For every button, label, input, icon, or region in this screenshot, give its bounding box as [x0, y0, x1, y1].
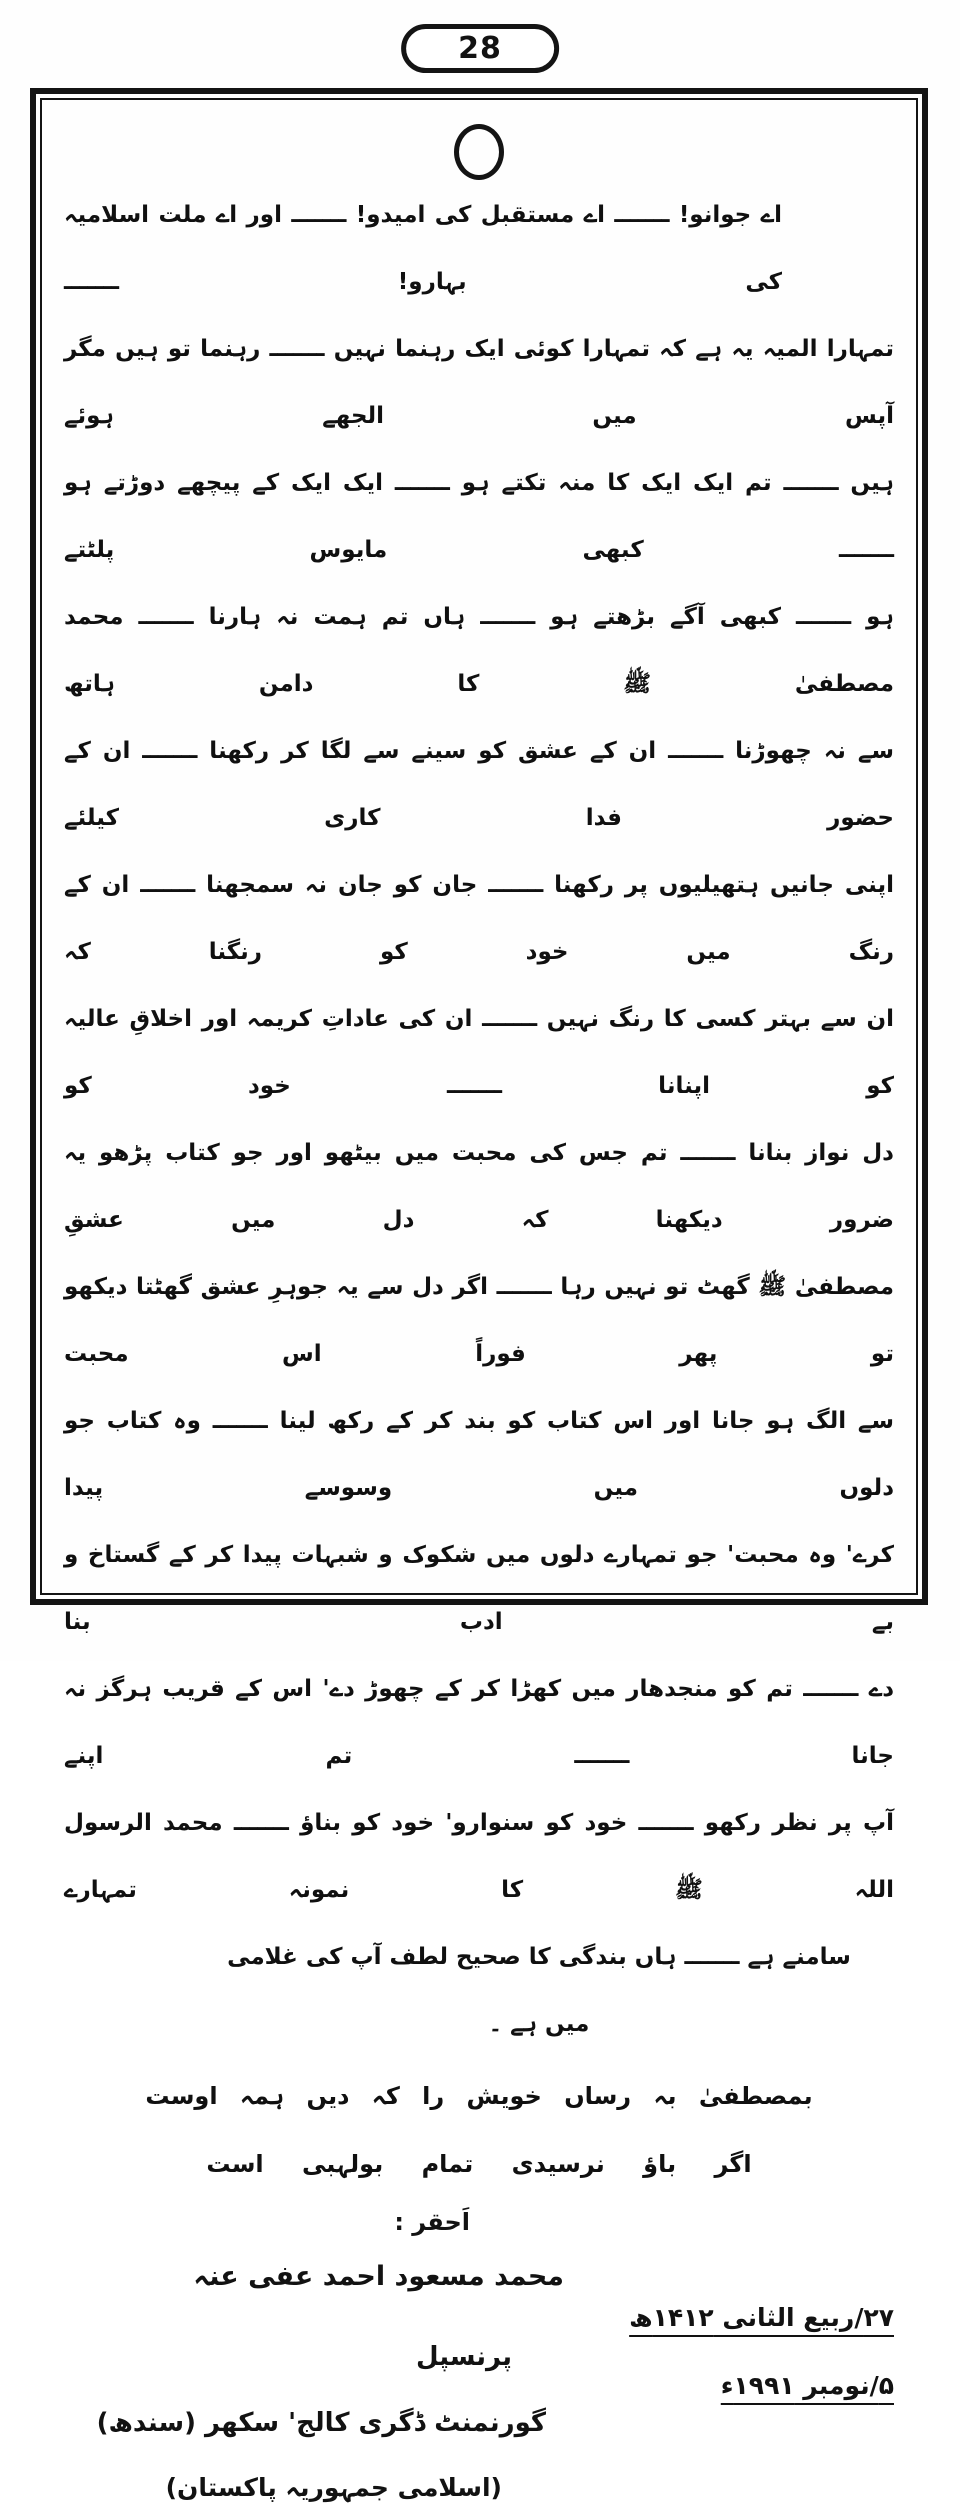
couplet-line: اگر باؤ نرسیدی تمام بولہبی است: [206, 2150, 752, 2178]
author-title: پرنسپل: [416, 2342, 512, 2372]
page-frame-inner: [40, 98, 918, 2502]
prose-line: اے جوانو! ـــــــ اے مستقبل کی امیدو! ـــــــ اور اے ملت اسلامیہ کی بہارو! ـــــــ: [64, 202, 782, 295]
page-number-badge: [401, 24, 559, 73]
author-country: (اسلامی جمہوریہ پاکستان): [165, 2473, 502, 2502]
hijri-date: ۲۷/ربیع الثانی ۱۴۱۲ھ: [629, 2303, 894, 2332]
couplet-line: بمصطفیٰ بہ رساں خویش را کہ دیں ہمہ اوست: [145, 2082, 813, 2110]
page-number: 28: [458, 31, 502, 66]
signoff-label: اَحقر :: [394, 2208, 470, 2236]
prose-line: دے ـــــــ تم کو منجدھار میں کھڑا کر کے چھوڑ دے' اس کے قریب ہرگز نہ جانا ـــــــ تم اپنے: [64, 1676, 894, 1769]
prose-line: دل نواز بنانا ـــــــ تم جس کی محبت میں بیٹھو اور جو کتاب پڑھو یہ ضرور دیکھنا کہ دل میں عشقِ: [64, 1140, 894, 1233]
gregorian-date: ۵/نومبر ۱۹۹۱ء: [720, 2371, 894, 2400]
dates-column: [594, 2244, 894, 2432]
prose-line: ہو ـــــــ کبھی آگے بڑھتے ہو ـــــــ ہاں تم ہمت نہ ہارنا ـــــــ محمد مصطفیٰ ﷺ کا دامن ہاتھ: [64, 604, 894, 697]
author-name: محمد مسعود احمد عفی عنہ: [193, 2261, 564, 2292]
prose-line: سے الگ ہو جانا اور اس کتاب کو بند کر کے رکھ لینا ـــــــ وہ کتاب جو دلوں میں وسوسے پیدا: [64, 1408, 894, 1501]
signature-and-dates: [64, 2244, 894, 2514]
page-frame-outer: [30, 88, 928, 2502]
circle-ornament: [454, 124, 504, 180]
prose-line: ان سے بہتر کسی کا رنگ نہیں ـــــــ ان کی عاداتِ کریمہ اور اخلاقِ عالیہ کو اپنانا ـــــــ خود کو: [64, 1006, 894, 1099]
prose-paragraph: [64, 182, 894, 2058]
page-content: [42, 100, 916, 2502]
persian-couplet: [64, 2062, 894, 2198]
prose-line: سامنے ہے ـــــــ ہاں بندگی کا صحیح لطف آپ کی غلامی میں ہے ۔: [227, 1944, 851, 2037]
prose-line: کرے' وہ محبت' جو تمہارے دلوں میں شکوک و شبہات پیدا کر کے گستاخ و بے ادب بنا: [64, 1542, 894, 1635]
prose-line: آپ پر نظر رکھو ـــــــ خود کو سنوارو' خود کو بناؤ ـــــــ محمد الرسول اللہ ﷺ کا نمونہ تمہارے: [64, 1810, 894, 1903]
prose-line: تمہارا المیہ یہ ہے کہ تمہارا کوئی ایک رہنما نہیں ـــــــ رہنما تو ہیں مگر آپس میں الجھے ہوئے: [64, 336, 894, 429]
prose-line: ہیں ـــــــ تم ایک ایک کا منہ تکتے ہو ـــــــ ایک ایک کے پیچھے دوڑتے ہو ـــــــ کبھی مایوس پلٹتے: [64, 470, 894, 563]
signature-column: [64, 2244, 594, 2514]
prose-line: مصطفیٰ ﷺ گھٹ تو نہیں رہا ـــــــ اگر دل سے یہ جوہرِ عشق گھٹتا دیکھو تو پھر فوراً اس محبت: [64, 1274, 894, 1367]
author-institution: گورنمنٹ ڈگری کالج' سکھر (سندھ): [96, 2408, 546, 2438]
prose-line: اپنی جانیں ہتھیلیوں پر رکھنا ـــــــ جان کو جان نہ سمجھنا ـــــــ ان کے رنگ میں خود کو رنگنا کہ: [64, 872, 894, 965]
prose-line: سے نہ چھوڑنا ـــــــ ان کے عشق کو سینے سے لگا کر رکھنا ـــــــ ان کے حضور فدا کاری کیلئے: [64, 738, 894, 831]
